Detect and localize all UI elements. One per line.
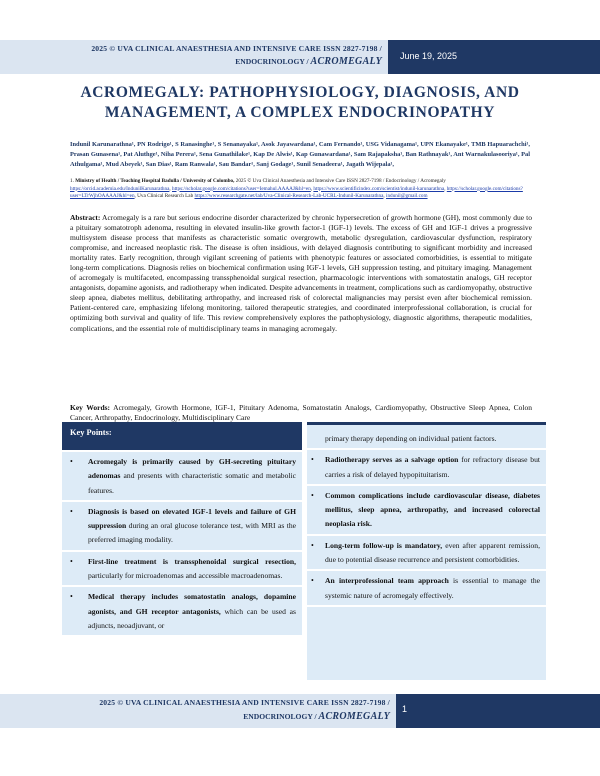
page-footer	[0, 694, 600, 728]
key-points-left-column	[62, 422, 302, 680]
key-point-text: for refractory disease but carries a risk of delayed hypopituitarism.	[325, 455, 540, 479]
key-points-right-list	[307, 432, 546, 607]
keywords-label: Key Words:	[70, 403, 111, 412]
header-date: June 19, 2025	[400, 51, 458, 61]
paper-title: ACROMEGALY: PATHOPHYSIOLOGY, DIAGNOSIS, AND MANAGEMENT, A COMPLEX ENDOCRINOPATHY	[80, 84, 520, 121]
abstract-label: Abstract:	[70, 213, 101, 222]
email-link[interactable]: indunil@gmail.com	[386, 193, 428, 200]
header-date-band	[388, 40, 600, 74]
key-point-text: is essential to manage the systemic nature of acromegaly effectively.	[325, 576, 540, 600]
key-points-left-list	[62, 452, 302, 637]
page-header	[0, 40, 600, 74]
key-point-item	[62, 552, 302, 588]
key-point-text: which can be used as adjuncts, neoadjuvant, or	[88, 606, 296, 630]
header-section-line	[235, 56, 382, 67]
header-journal-band	[0, 40, 388, 74]
scientificindex-link[interactable]: https://www.scientificindex.com/scientist/indunil-karunarathna	[313, 185, 445, 192]
key-point-bold: Diagnosis is based on elevated IGF-1 levels and failure of GH suppression	[88, 506, 296, 531]
key-point-item	[307, 571, 546, 607]
footer-page-band	[396, 694, 600, 728]
key-point-bold: An interprofessional team approach	[325, 576, 449, 586]
scholar-link[interactable]: https://scholar.google.com/citations?user=Iemahul.AAAAJ&hl=en	[172, 185, 311, 192]
affiliation-institution: Ministry of Health / Teaching Hospital Badulla / University of Colombo,	[75, 178, 235, 184]
key-point-bold: First-line treatment is transsphenoidal surgical resection,	[88, 556, 296, 566]
researchgate-link[interactable]: https://www.researchgate.net/lab/Uva-Clinical-Research-Lab-UCRL-Indunil-Karunarathna	[194, 193, 384, 200]
key-points-box	[62, 422, 546, 680]
footer-section: ENDOCRINOLOGY /	[243, 712, 317, 721]
key-point-item	[307, 486, 546, 536]
header-brand: ACROMEGALY	[310, 56, 382, 67]
keywords-text: Acromegaly, Growth Hormone, IGF-1, Pituitary Adenoma, Somatostatin Analogs, Cardiomyopathy, Obstructive Sleep Apnea, Colon Cancer, Arthropathy, Endocrinology, Multidisciplinary Care	[70, 403, 532, 423]
key-point-bold: Medical therapy includes somatostatin analogs, dopamine agonists, and GH receptor antagonists,	[88, 592, 296, 616]
key-point-item	[62, 502, 302, 552]
page-number: 1	[402, 704, 408, 714]
key-point-item	[307, 450, 546, 486]
key-point-bold: Radiotherapy serves as a salvage option	[325, 455, 459, 465]
key-point-item	[62, 587, 302, 637]
affiliation-lab: , Uva Clinical Research Lab	[134, 193, 194, 200]
scholar-link-2[interactable]: https://scholar.google.com/citations?user=LTrWjhOAAAAJ&hl=en	[70, 185, 523, 200]
key-point-bold: Long-term follow-up is mandatory,	[325, 540, 443, 550]
footer-journal-line: 2025 © UVA CLINICAL ANAESTHESIA AND INTENSIVE CARE ISSN 2827-7198 /	[99, 698, 390, 707]
affiliation-journal: 2025 © Uva Clinical Anaesthesia and Intensive Care ISSN 2827-7198 / Endocrinology / Acromegaly	[234, 178, 446, 184]
footer-brand: ACROMEGALY	[318, 711, 390, 722]
author-list: Indunil Karunarathna¹, PN Rodrigo¹, S Ranasinghe¹, S Senanayaka¹, Asok Jayawardana¹, Cam Fernando¹, USG Vidanagama¹, UPN Ekanayake¹, TMB Hapuarachchi¹, Prasan Gunasena¹, Pat Aluthge¹, Niha Perera¹, Sena Gunathilake¹, Kap De Alwis¹, Kap Gunawardana¹, Sam Rajapaksha¹, Ban Rathnayak¹, Ant Warnakulasooriya¹, Pal Athulgama¹, Mud Abeyek¹, San Dias¹, Ram Ranwala¹, Sau Bandar¹, Sanj Godage¹, Sunil Senadeera¹, Jagath Wijepala¹,	[70, 141, 530, 168]
affiliation-number: 1.	[70, 178, 74, 184]
affiliation: 1. Ministry of Health / Teaching Hospital Badulla / University of Colombo, 2025 © Uva Clinical Anaesthesia and Intensive Care ISSN 2827-7198 / Endocrinology / Acromegaly https://orcid.academia.edu/IndunilKarunarathna, https://scholar.google.com/citations?user=Iemahul.AAAAJ&hl=en, https://www.scientificindex.com/scientist/indunil-karunarathna, https://scholar.google.com/citations?user=LTrWjhOAAAAJ&hl=en, Uva Clinical Research Lab https://www.researchgate.net/lab/Uva-Clinical-Research-Lab-UCRL-Indunil-Karunarathna, indunil@gmail.com	[70, 178, 523, 200]
header-section: ENDOCRINOLOGY /	[235, 57, 309, 66]
footer-section-line	[243, 711, 390, 722]
footer-journal-band	[0, 694, 396, 728]
key-point-text: during an oral glucose tolerance test, with MRI as the preferred imaging modality.	[88, 521, 296, 545]
abstract	[70, 213, 532, 334]
key-points-right-border	[307, 422, 546, 425]
key-point-text: and presents with characteristic somatic and metabolic features.	[88, 471, 296, 495]
key-point-bold: Common complications include cardiovascular disease, diabetes mellitus, sleep apnea, arthropathy, and increased colorectal neoplasia risk.	[325, 490, 540, 529]
key-point-text: particularly for microadenomas and accessible macroadenomas.	[88, 571, 283, 581]
key-points-heading-bar	[62, 422, 302, 450]
header-journal-line: 2025 © UVA CLINICAL ANAESTHESIA AND INTENSIVE CARE ISSN 2827-7198 /	[91, 44, 382, 53]
abstract-text: Acromegaly is a rare but serious endocrine disorder characterized by chronic hypersecretion of growth hormone (GH), most commonly due to a pituitary somatotroph adenoma, resulting in elevated insulin-like growth factor-1 (IGF-1) levels. The excess of GH and IGF-1 drives a progressive multisystem disease process that manifests as characteristic somatic overgrowth, metabolic dysregulation, cardiovascular dysfunction, respiratory compromise, and increased neoplastic risk. The disease is often insidious, with delayed diagnosis contributing to significant morbidity and increased mortality rates. Early recognition, through vigilant screening of patients with phenotypic features or associated comorbidities, is essential to mitigate long-term complications. Diagnosis relies on biochemical confirmation using IGF-1 levels, GH suppression testing, and pituitary imaging. Management of acromegaly is multifaceted, encompassing transsphenoidal surgical resection, pharmacologic interventions with somatostatin analogs, GH receptor antagonists, dopamine agonists, and radiotherapy when indicated. Despite advancements in treatment, complications such as cardiomyopathy, obstructive sleep apnea, diabetes mellitus, debilitating arthropathy, and increased risk of colorectal malignancies may persist even after biochemical remission. Patient-centered care, emphasizing lifelong monitoring, tailored therapeutic strategies, and coordinated interprofessional collaboration, is crucial for optimizing both survival and quality of life. This review comprehensively explores the pathophysiology, diagnostic algorithms, therapeutic modalities, complications, and the essential role of multidisciplinary teams in managing acromegaly.	[70, 213, 532, 333]
key-points-heading: Key Points:	[70, 428, 112, 437]
key-point-item	[62, 452, 302, 502]
key-point-bold: Acromegaly is primarily caused by GH-secreting pituitary adenomas	[88, 457, 296, 481]
key-point-continuation: primary therapy depending on individual patient factors.	[307, 432, 546, 450]
key-point-item	[307, 536, 546, 572]
key-point-text: even after apparent remission, due to potential disease recurrence and persistent comorbidities.	[325, 540, 541, 565]
key-points-right-column	[307, 422, 546, 680]
academia-link[interactable]: https://orcid.academia.edu/IndunilKarunarathna	[70, 185, 170, 192]
keywords	[70, 403, 532, 423]
